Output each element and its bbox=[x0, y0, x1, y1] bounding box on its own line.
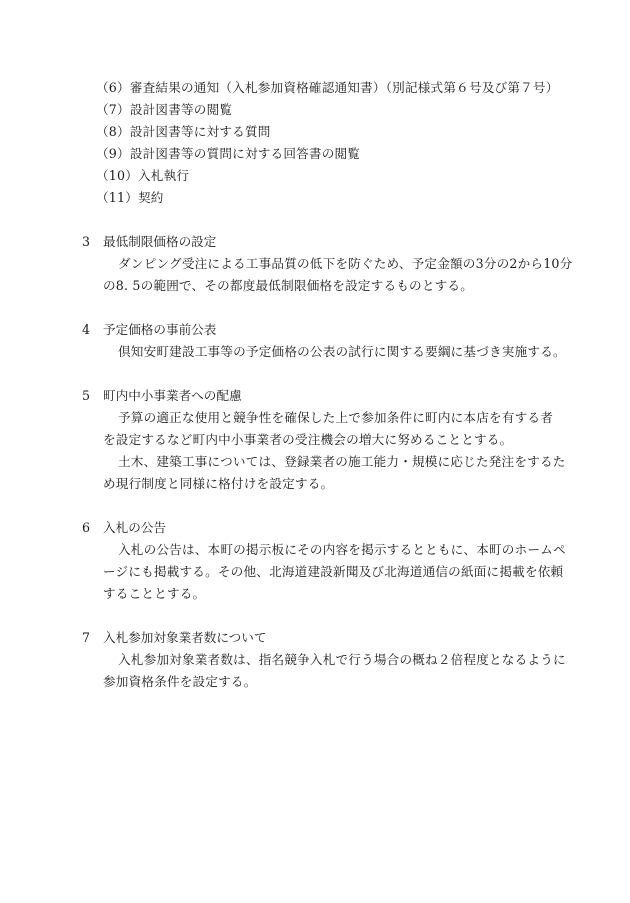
list-item-number: （6） bbox=[96, 80, 130, 95]
list-item-number: （8） bbox=[96, 124, 130, 139]
list-item bbox=[96, 168, 189, 184]
list-item-number: （10） bbox=[96, 168, 139, 183]
list-item-text: 入札執行 bbox=[138, 168, 190, 183]
paragraph-line: め現行制度と同様に格付けを設定する。 bbox=[103, 476, 334, 491]
paragraph-line: することとする。 bbox=[103, 586, 206, 601]
list-item-text: 審査結果の通知（入札参加資格確認通知書）（別記様式第６号及び第７号） bbox=[129, 80, 559, 95]
list-item bbox=[96, 102, 232, 118]
section-number: 4 bbox=[82, 322, 91, 337]
paragraph-line: の8. 5の範囲で、その都度最低制限価格を設定するものとする。 bbox=[103, 278, 474, 293]
section-title: 町内中小事業者への配慮 bbox=[103, 388, 242, 403]
section-title: 予定価格の事前公表 bbox=[103, 322, 217, 337]
list-item-number: （11） bbox=[96, 190, 139, 205]
list-item bbox=[96, 146, 360, 162]
section-number: 3 bbox=[82, 234, 91, 249]
paragraph-line: を設定するなど町内中小事業者の受注機会の増大に努めることとする。 bbox=[103, 432, 513, 447]
list-item-text: 設計図書等の質問に対する回答書の閲覧 bbox=[129, 146, 361, 161]
list-item bbox=[96, 80, 559, 96]
list-item bbox=[96, 190, 164, 206]
section-number: 5 bbox=[82, 388, 91, 403]
list-item-number: （9） bbox=[96, 146, 130, 161]
section-number: 6 bbox=[82, 520, 91, 535]
section-title: 入札の公告 bbox=[103, 520, 166, 535]
list-item-text: 契約 bbox=[138, 190, 164, 205]
section-title: 最低制限価格の設定 bbox=[103, 234, 217, 249]
paragraph-line: 入札の公告は、本町の掲示板にその内容を掲示するとともに、本町のホームペ bbox=[118, 542, 566, 557]
list-item bbox=[96, 124, 271, 140]
list-item-number: （7） bbox=[96, 102, 130, 117]
paragraph-line: 参加資格条件を設定する。 bbox=[103, 674, 257, 689]
paragraph-line: 入札参加対象業者数は、指名競争入札で行う場合の概ね２倍程度となるように bbox=[118, 652, 566, 667]
section-number: 7 bbox=[82, 630, 91, 645]
paragraph-line: ージにも掲載する。その他、北海道建設新聞及び北海道通信の紙面に掲載を依頼 bbox=[103, 564, 564, 579]
list-item-text: 設計図書等に対する質問 bbox=[129, 124, 271, 139]
paragraph-line: 予算の適正な使用と競争性を確保した上で参加条件に町内に本店を有する者 bbox=[118, 410, 553, 425]
paragraph-line: ダンピング受注による工事品質の低下を防ぐため、予定金額の3分の2から10分 bbox=[118, 256, 573, 271]
list-item-text: 設計図書等の閲覧 bbox=[129, 102, 233, 117]
paragraph-line: 倶知安町建設工事等の予定価格の公表の試行に関する要綱に基づき実施する。 bbox=[118, 344, 566, 359]
section-title: 入札参加対象業者数について bbox=[103, 630, 267, 645]
paragraph-line: 土木、建築工事については、登録業者の施工能力・規模に応じた発注をするた bbox=[118, 454, 566, 469]
